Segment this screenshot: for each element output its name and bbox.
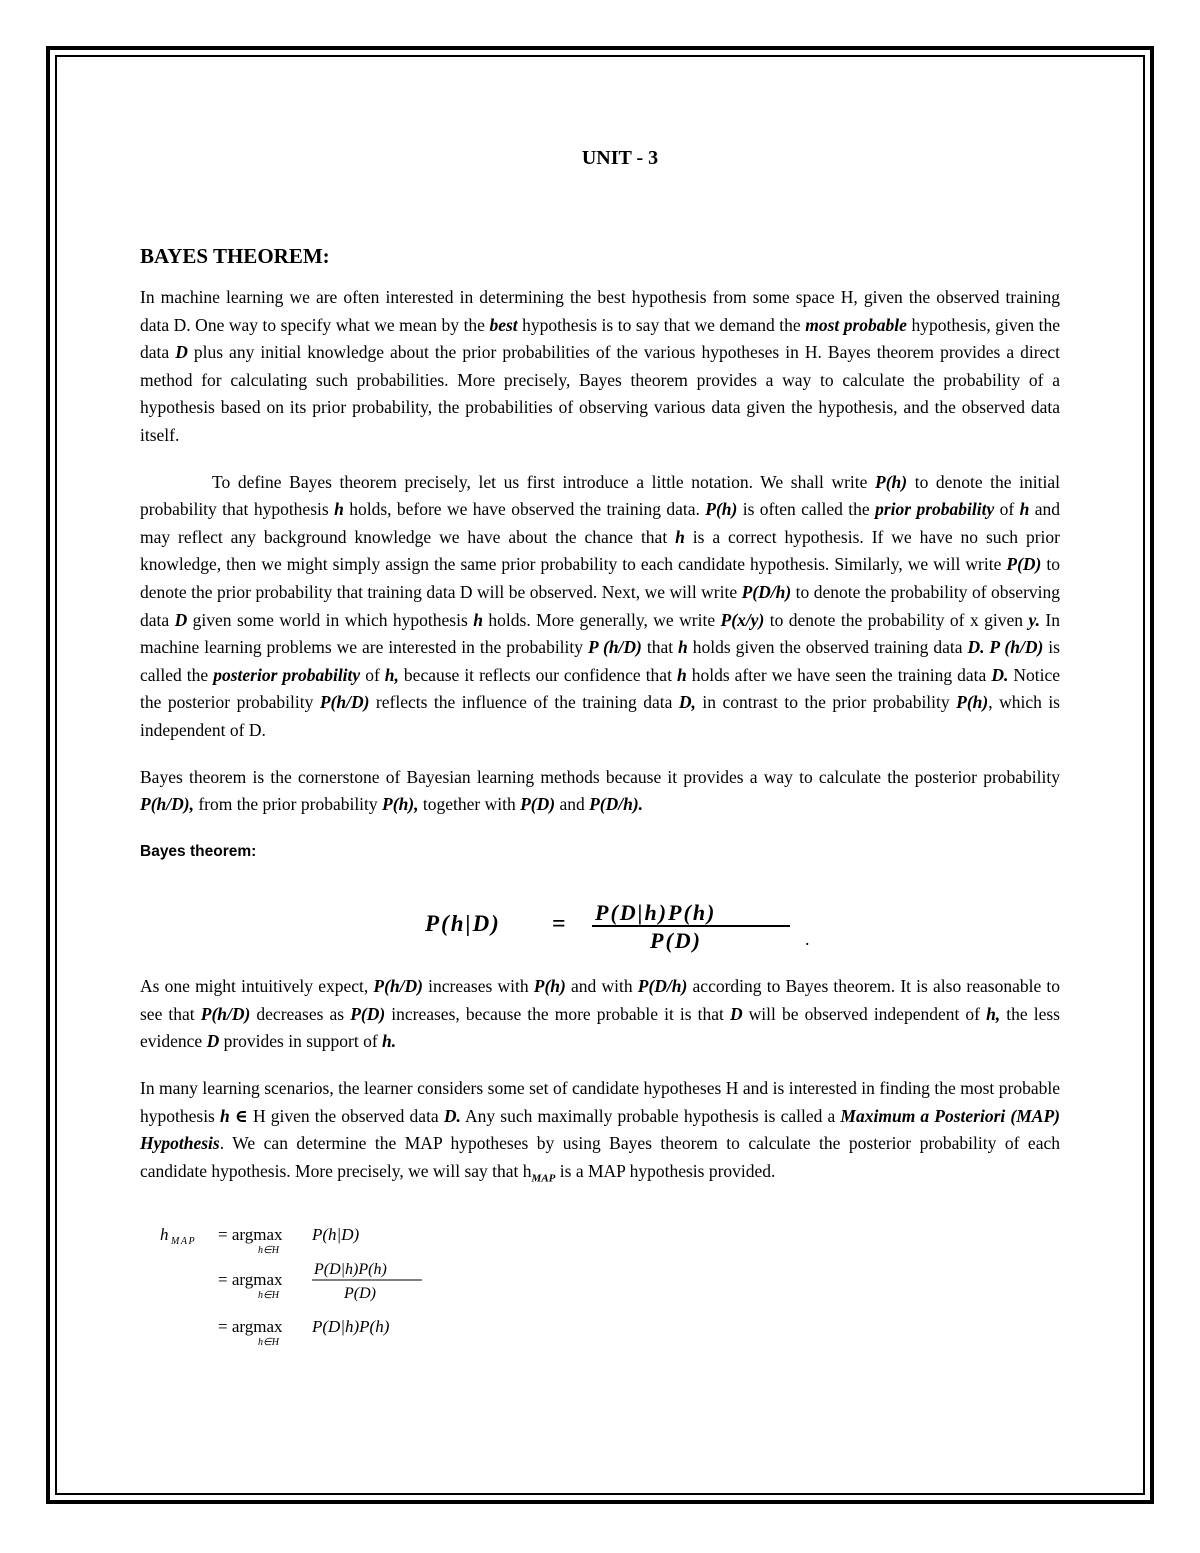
document-body [140,138,1060,1362]
section-heading: BAYES THEOREM: [140,244,330,268]
paragraph-intro: In machine learning we are often interested in determining the best hypothesis from some space H, given the observed training data D. One way to specify what we mean by the best hypothesis is to say that we demand the most probable hypothesis, given the data D plus any initial knowledge about the prior probabilities of the various hypotheses in H. Bayes theorem provides a direct method for calculating such probabilities. More precisely, Bayes theorem provides a way to calculate the probability of a hypothesis based on its prior probability, the probabilities of observing various data given the hypothesis, and the observed data itself. [140,287,1061,445]
paragraph-intuition: As one might intuitively expect, P(h/D) increases with P(h) and with P(D/h) according to Bayes theorem. It is also reasonable to see that P(h/D) decreases as P(D) increases, because the more probable it is that D will be observed independent of h, the less evidence D provides in support of h. [140,976,1061,1052]
map-line2-numerator: P(D|h)P(h) [314,1260,387,1278]
formula-trailing-dot: . [805,929,810,950]
map-line2-denominator: P(D) [344,1284,376,1302]
bayes-theorem-label: Bayes theorem: [140,842,257,860]
map-line1-under: h∈H [258,1244,279,1256]
formula-numerator: P(D|h)P(h) [595,900,717,926]
unit-title: UNIT - 3 [581,147,659,169]
formula-denominator: P(D) [650,928,702,954]
map-line3-under: h∈H [258,1336,279,1348]
map-line2-op: = argmax [218,1269,283,1289]
paragraph-cornerstone: Bayes theorem is the cornerstone of Bayesian learning methods because it provides a way to calculate the posterior probability P(h/D), from the prior probability P(h), together with P(D) and P(D/h). [140,766,1060,815]
map-line1-expr: P(h|D) [312,1224,360,1244]
paragraph-notation: To define Bayes theorem precisely, let us first introduce a little notation. We shall write P(h) to denote the initial probability that hypothesis h holds, before we have observed the training data. P(h) is often called the prior probability of h and may reflect any background knowledge we have about the chance that h is a correct hypothesis. If we have no such prior knowledge, then we might simply assign the same prior probability to each candidate hypothesis. Similarly, we will write P(D) to denote the prior probability that training data D will be observed. Next, we will write P(D/h) to denote the probability of observing data D given some world in which hypothesis h holds. More generally, we write P(x/y) to denote the probability of x given y. In machine learning problems we are interested in the probability P (h/D) that h holds given the observed training data D. P (h/D) is called the posterior probability of h, because it reflects our confidence that h holds after we have seen the training data D. Notice the posterior probability P(h/D) reflects the influence of the training data D, in contrast to the prior probability P(h), which is independent of D. [140,471,1061,740]
map-line2-under: h∈H [258,1289,279,1301]
map-line1-op: = argmax [218,1224,283,1244]
map-line3-expr: P(D|h)P(h) [312,1316,390,1336]
map-formula [140,1212,1060,1362]
formula-lhs: P(h|D) [425,911,501,937]
map-lhs: h [160,1224,169,1244]
paragraph-map: In many learning scenarios, the learner considers some set of candidate hypotheses H and is interested in finding the most probable hypothesis h ∈ H given the observed data D. Any such maximally probable hypothesis is called a Maximum a Posteriori (MAP) Hypothesis. We can determine the MAP hypotheses by using Bayes theorem to calculate the posterior probability of each candidate hypothesis. More precisely, we will say that $h_{MAP}$ is a MAP hypothesis provided. [140,1078,1060,1185]
formula-equals: = [552,911,566,938]
map-line3-op: = argmax [218,1316,283,1336]
map-lhs-sub: MAP [171,1235,197,1247]
bayes-formula [140,865,1060,961]
